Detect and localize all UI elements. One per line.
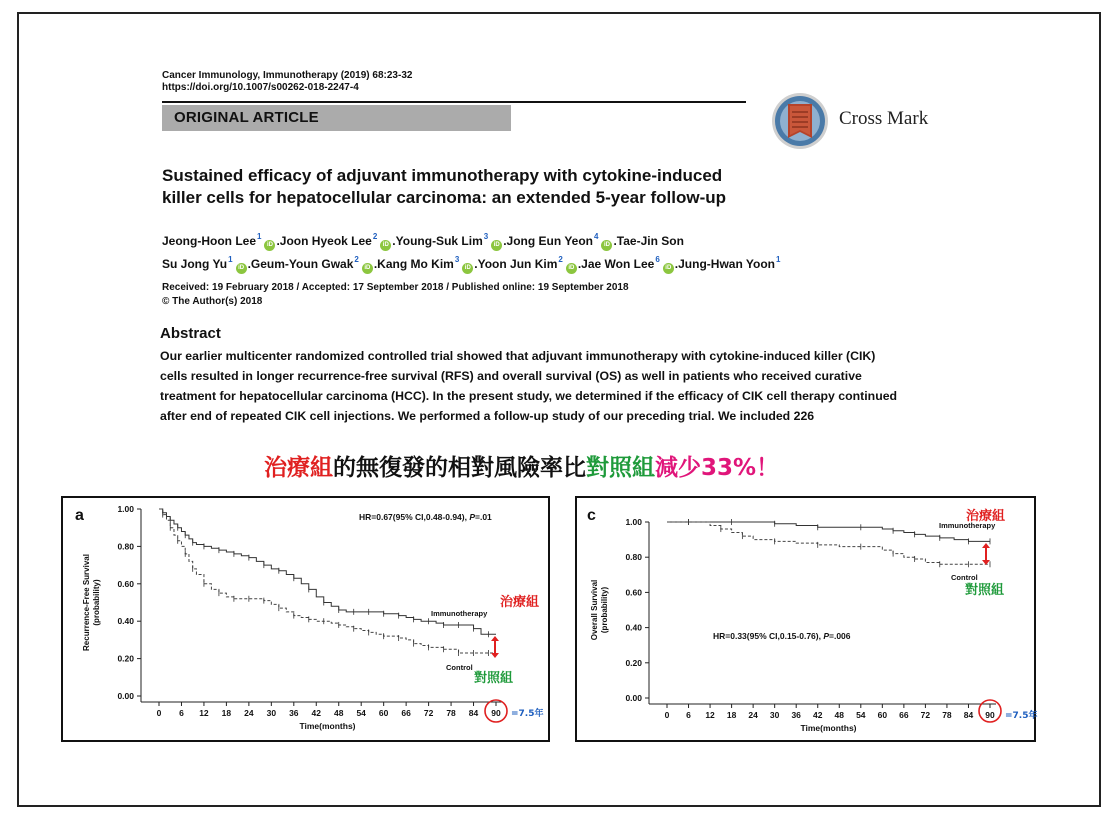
hr-p-value: =.01 (475, 512, 492, 522)
title-line-1: Sustained efficacy of adjuvant immunotherapy with cytokine-induced (162, 166, 723, 185)
control-group-label-cn: 對照組 (474, 671, 514, 686)
x-tick-label: 36 (289, 708, 299, 718)
y-axis-label-line2: (probability) (600, 586, 609, 634)
abstract-line: treatment for hepatocellular carcinoma (HCC). In the present study, we determined if the efficacy of CIK cell therapy continued (160, 389, 898, 403)
panel-label: c (587, 507, 596, 524)
author-name: .Jong Eun Yeon (503, 234, 593, 248)
affiliation-number: 4 (594, 232, 599, 241)
crossmark-logo-icon[interactable] (768, 92, 832, 150)
headline-callout (264, 449, 779, 482)
control-group-label-cn: 對照組 (965, 583, 1005, 598)
author-name: .Young-Suk Lim (392, 234, 483, 248)
treatment-group-label-cn: 治療組 (500, 595, 540, 610)
affiliation-number: 1 (257, 232, 262, 241)
x-tick-label: 60 (378, 708, 389, 718)
treatment-group-label-cn: 治療組 (966, 509, 1006, 524)
publication-dates (162, 281, 629, 309)
x-tick-label: 18 (726, 710, 737, 720)
author-name: .Kang Mo Kim (373, 257, 454, 271)
x-tick-label: 84 (963, 710, 974, 720)
orcid-icon[interactable]: iD (601, 240, 612, 251)
abstract-body (160, 346, 1020, 426)
x-tick-label: 66 (401, 708, 411, 718)
author-name: .Jung-Hwan Yoon (674, 257, 775, 271)
y-axis-label-line1: Overall Survival (590, 579, 599, 641)
x-tick-label: 54 (856, 710, 866, 720)
x-tick-label: 42 (311, 708, 322, 718)
panel-label: a (75, 507, 84, 524)
headline-reduction: 減少33%！ (655, 455, 780, 481)
y-tick-label: 0.60 (625, 587, 642, 598)
hr-p-symbol: P (469, 512, 475, 522)
title-line-2: killer cells for hepatocellular carcinoma: an extended 5-year follow-up (162, 188, 727, 207)
y-tick-label: 0.00 (625, 693, 642, 703)
arrow-head-up-icon (491, 636, 499, 641)
years-label: =7.5年 (1005, 711, 1038, 721)
header-rule (162, 101, 746, 103)
orcid-icon[interactable]: iD (462, 263, 473, 274)
hr-text: HR=0.67(95% CI,0.48-0.94), (359, 512, 470, 522)
headline-control-group: 對照組 (586, 455, 655, 481)
abstract-line: after end of repeated CIK cell injections. We performed a follow-up study of our preceding trial. We included 226 (160, 409, 815, 423)
orcid-icon[interactable]: iD (566, 263, 577, 274)
control-label: Control (951, 573, 978, 582)
hr-p-symbol: P (823, 631, 829, 641)
control-label: Control (446, 663, 473, 672)
years-label: =7.5年 (511, 709, 544, 719)
y-tick-label: 0.80 (117, 541, 134, 552)
y-tick-label: 0.60 (117, 578, 134, 589)
affiliation-number: 2 (354, 255, 359, 264)
x-tick-label: 36 (791, 710, 801, 720)
orcid-icon[interactable]: iD (236, 263, 247, 274)
author-line-2 (162, 251, 922, 274)
journal-citation (162, 70, 412, 94)
x-tick-label: 18 (221, 708, 232, 718)
affiliation-number: 3 (483, 232, 489, 241)
km-chart-rfs (63, 498, 552, 744)
x-tick-label: 6 (179, 708, 184, 718)
x-tick-label: 0 (664, 710, 670, 720)
y-axis-label-line1: Recurrence-Free Survival (82, 554, 91, 651)
km-chart-os (577, 498, 1038, 744)
hr-text: HR=0.33(95% CI,0.15-0.76), (713, 631, 824, 641)
abstract-heading: Abstract (160, 325, 221, 342)
hazard-ratio-annotation (359, 512, 492, 522)
x-tick-label: 0 (156, 708, 162, 718)
y-axis-label-line2: (probability) (92, 579, 101, 626)
x-axis-label: Time(months) (299, 721, 356, 731)
copyright-notice: © The Author(s) 2018 (162, 296, 263, 307)
article-type-label: ORIGINAL ARTICLE (174, 109, 319, 126)
x-tick-label: 48 (333, 708, 344, 718)
author-name: Su Jong Yu (162, 257, 228, 271)
x-tick-label: 54 (356, 708, 366, 718)
y-tick-label: 0.00 (117, 691, 134, 701)
x-tick-label: 6 (686, 710, 691, 720)
y-tick-label: 0.40 (625, 622, 642, 633)
orcid-icon[interactable]: iD (663, 263, 674, 274)
author-name: Jeong-Hoon Lee (162, 234, 257, 248)
hr-p-value: =.006 (829, 631, 851, 641)
arrow-head-down-icon (491, 653, 499, 658)
author-name: .Joon Hyeok Lee (276, 234, 372, 248)
journal-line: Cancer Immunology, Immunotherapy (2019) 68:23-32 (162, 70, 413, 81)
x-tick-label: 12 (705, 710, 715, 720)
chart-panel-c (575, 496, 1036, 742)
abstract-line: cells resulted in longer recurrence-free survival (RFS) and overall survival (OS) as well in patients who received curative (160, 369, 862, 383)
headline-treatment-group: 治療組 (264, 455, 333, 481)
x-tick-label: 12 (199, 708, 209, 718)
y-tick-label: 1.00 (625, 517, 642, 527)
author-line-1 (162, 228, 922, 251)
immunotherapy-label: Immunotherapy (939, 521, 996, 530)
orcid-icon[interactable]: iD (491, 240, 502, 251)
author-name: .Yoon Jun Kim (474, 257, 558, 271)
x-tick-label: 78 (446, 708, 456, 718)
abstract-line: Our earlier multicenter randomized controlled trial showed that adjuvant immunotherapy with cytokine-induced killer (CIK) (160, 349, 876, 363)
affiliation-number: 2 (372, 232, 378, 241)
x-tick-label: 90 (985, 710, 995, 720)
x-tick-label: 30 (266, 708, 277, 718)
chart-panel-a (61, 496, 550, 742)
immunotherapy-label: Immunotherapy (431, 609, 488, 618)
affiliation-number: 1 (228, 255, 233, 264)
control-curve (159, 509, 496, 653)
y-tick-label: 0.20 (117, 653, 134, 664)
affiliation-number: 6 (655, 255, 660, 264)
hazard-ratio-annotation (713, 631, 851, 641)
x-tick-label: 84 (468, 708, 479, 718)
orcid-icon[interactable]: iD (264, 240, 275, 251)
x-tick-label: 24 (244, 708, 254, 718)
x-tick-label: 78 (942, 710, 952, 720)
x-tick-label: 72 (920, 710, 931, 720)
article-title (162, 165, 862, 209)
affiliation-number: 2 (558, 255, 563, 264)
x-tick-label: 30 (769, 710, 780, 720)
received-accepted-published: Received: 19 February 2018 / Accepted: 17 September 2018 / Published online: 19 September 2018 (162, 282, 629, 293)
article-type-banner (162, 105, 511, 131)
x-tick-label: 72 (423, 708, 434, 718)
arrow-head-up-icon (982, 543, 990, 548)
y-tick-label: 0.40 (117, 616, 134, 627)
author-name: .Tae-Jin Son (613, 234, 684, 248)
orcid-icon[interactable]: iD (362, 263, 373, 274)
arrow-head-down-icon (982, 560, 990, 565)
headline-middle: 的無復發的相對風險率比 (333, 455, 586, 481)
y-tick-label: 0.80 (625, 552, 642, 563)
x-tick-label: 66 (899, 710, 909, 720)
x-axis-label: Time(months) (800, 723, 857, 733)
author-name: .Geum-Youn Gwak (247, 257, 354, 271)
x-tick-label: 42 (812, 710, 823, 720)
x-tick-label: 48 (834, 710, 845, 720)
orcid-icon[interactable]: iD (380, 240, 391, 251)
author-name: .Jae Won Lee (577, 257, 655, 271)
y-tick-label: 0.20 (625, 657, 642, 668)
doi-link[interactable]: https://doi.org/10.1007/s00262-018-2247-4 (162, 82, 359, 93)
x-tick-label: 24 (748, 710, 758, 720)
affiliation-number: 3 (454, 255, 460, 264)
author-list (162, 228, 922, 274)
y-tick-label: 1.00 (117, 504, 134, 514)
x-tick-label: 60 (877, 710, 888, 720)
x-tick-label: 90 (491, 708, 501, 718)
affiliation-number: 1 (776, 255, 781, 264)
crossmark-label[interactable]: Cross Mark (839, 108, 929, 129)
